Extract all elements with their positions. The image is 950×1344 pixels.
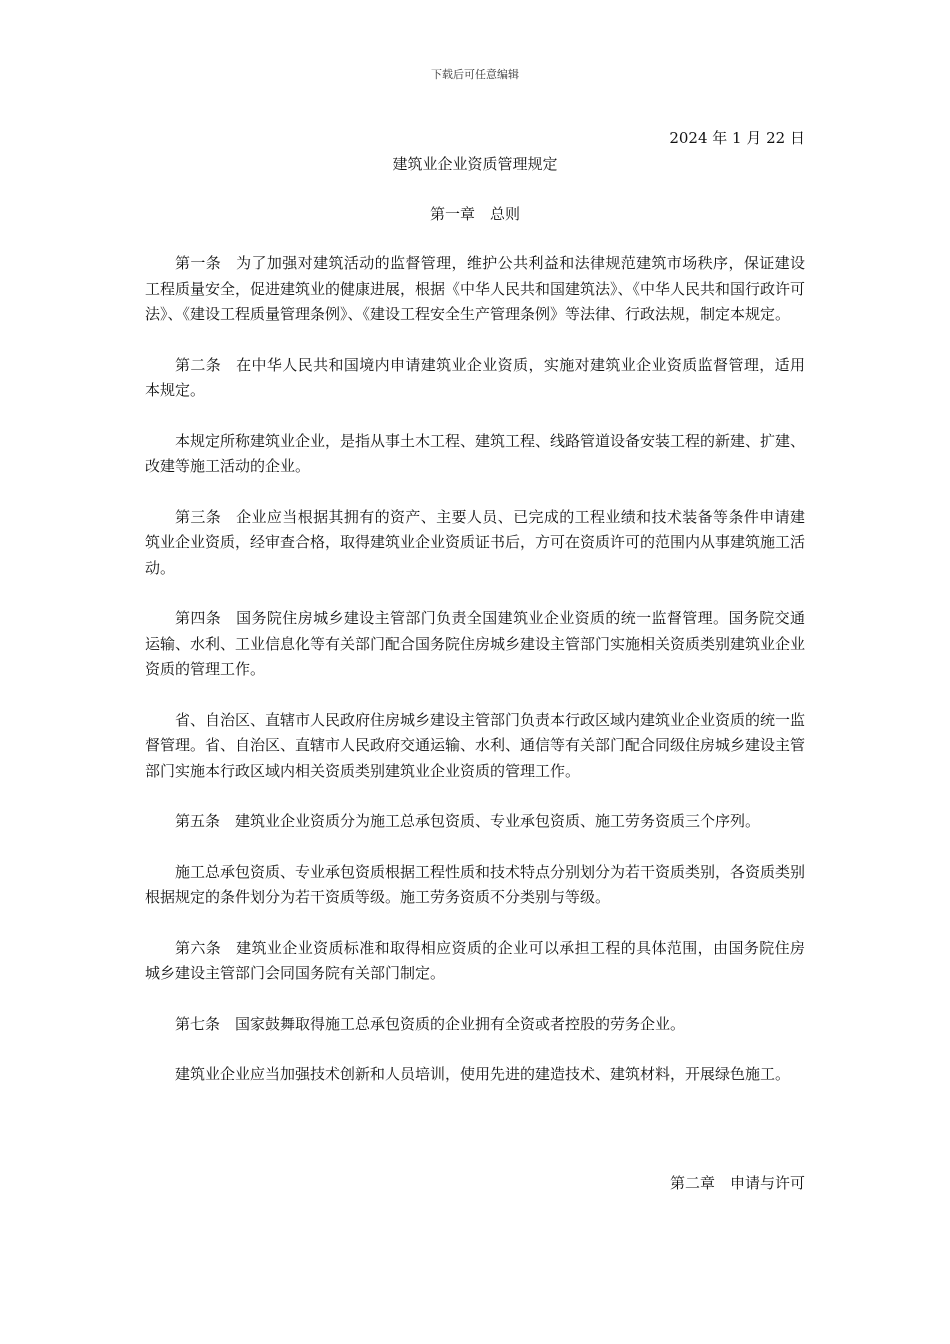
document-date: 2024 年 1 月 22 日: [669, 129, 805, 147]
article-number: 第四条: [175, 609, 222, 627]
paragraph-text: 建筑业企业资质标准和取得相应资质的企业可以承担工程的具体范围，由国务院住房城乡建设主管部门会同国务院有关部门制定。: [145, 938, 805, 982]
article-paragraph: [145, 936, 805, 987]
chapter-heading: [0, 203, 950, 224]
page-header: 下载后可任意编辑: [431, 68, 519, 81]
document-body: [145, 251, 805, 1113]
article-number: 第一条: [175, 254, 222, 272]
paragraph: [145, 708, 805, 785]
article-number: 第六条: [175, 938, 222, 957]
document-title: 建筑业企业资质管理规定: [392, 155, 558, 173]
paragraph: [145, 429, 805, 480]
paragraph-text: 国家鼓舞取得施工总承包资质的企业拥有全资或者控股的劳务企业。: [235, 1014, 686, 1033]
article-paragraph: [145, 353, 805, 404]
paragraph-text: 国务院住房城乡建设主管部门负责全国建筑业企业资质的统一监督管理。国务院交通运输、水利、工业信息化等有关部门配合国务院住房城乡建设主管部门实施相关资质类别建筑业企业资质的管理工作。: [145, 609, 806, 678]
article-paragraph: [145, 1012, 805, 1038]
paragraph-text: 本规定所称建筑业企业，是指从事土木工程、建筑工程、线路管道设备安装工程的新建、扩建、改建等施工活动的企业。: [145, 431, 806, 475]
article-number: 第三条: [175, 507, 222, 526]
article-paragraph: [145, 251, 805, 328]
paragraph-text: 省、自治区、直辖市人民政府住房城乡建设主管部门负责本行政区域内建筑业企业资质的统一监督管理。省、自治区、直辖市人民政府交通运输、水利、通信等有关部门配合同级住房城乡建设主管部门实施本行政区域内相关资质类别建筑业企业资质的管理工作。: [145, 710, 806, 780]
paragraph-text: 建筑业企业资质分为施工总承包资质、专业承包资质、施工劳务资质三个序列。: [235, 812, 761, 830]
chapter-number: 第一章: [429, 205, 475, 223]
chapter-number: 第二章: [669, 1174, 715, 1192]
paragraph: [145, 860, 805, 911]
article-number: 第二条: [175, 355, 222, 374]
article-paragraph: [145, 505, 805, 582]
paragraph-text: 企业应当根据其拥有的资产、主要人员、已完成的工程业绩和技术装备等条件申请建筑业企业资质，经审查合格，取得建筑业企业资质证书后，方可在资质许可的范围内从事建筑施工活动。: [145, 507, 806, 577]
article-number: 第七条: [175, 1014, 221, 1033]
chapter-heading: [670, 1172, 805, 1193]
paragraph-text: 为了加强对建筑活动的监督管理，维护公共利益和法律规范建筑市场秩序，保证建设工程质量安全，促进建筑业的健康进展，根据《中华人民共和国建筑法》、《中华人民共和国行政许可法》、《建设工程质量管理条例》、《建设工程安全生产管理条例》等法律、行政法规，制定本规定。: [145, 254, 806, 323]
article-paragraph: [145, 606, 805, 683]
paragraph-text: 建筑业企业应当加强技术创新和人员培训，使用先进的建造技术、建筑材料，开展绿色施工。: [175, 1065, 791, 1083]
chapter-name: 总则: [490, 205, 521, 223]
paragraph-text: 施工总承包资质、专业承包资质根据工程性质和技术特点分别划分为若干资质类别，各资质类别根据规定的条件划分为若干资质等级。施工劳务资质不分类别与等级。: [145, 862, 806, 906]
chapter-name: 申请与许可: [729, 1174, 805, 1192]
article-paragraph: [145, 809, 805, 835]
article-number: 第五条: [175, 812, 221, 830]
paragraph-text: 在中华人民共和国境内申请建筑业企业资质，实施对建筑业企业资质监督管理，适用本规定。: [145, 355, 805, 399]
paragraph: [145, 1062, 805, 1088]
